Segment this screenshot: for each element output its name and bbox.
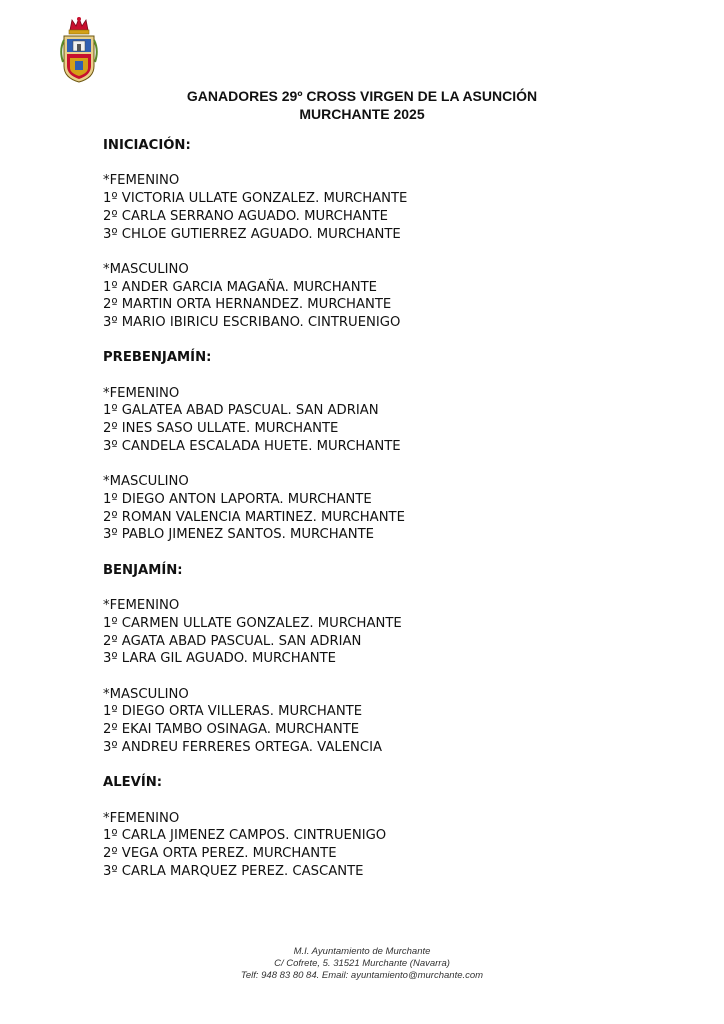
category-section [103, 774, 663, 880]
gender-group [103, 686, 663, 757]
winner-entry: 3º CANDELA ESCALADA HUETE. MURCHANTE [103, 438, 401, 454]
gender-label: *FEMENINO [103, 173, 180, 189]
gender-group [103, 597, 663, 668]
gender-label: *MASCULINO [103, 261, 189, 277]
winner-entry: 1º CARLA JIMENEZ CAMPOS. CINTRUENIGO [103, 828, 387, 844]
winner-entry: 1º CARMEN ULLATE GONZALEZ. MURCHANTE [103, 615, 402, 631]
category-section [103, 562, 663, 757]
gender-label: *MASCULINO [103, 474, 189, 490]
winner-entry: 3º MARIO IBIRICU ESCRIBANO. CINTRUENIGO [103, 315, 401, 330]
winner-entry: 2º MARTIN ORTA HERNANDEZ. MURCHANTE [103, 297, 392, 313]
document-title [0, 87, 724, 123]
category-section [103, 349, 663, 544]
winner-entry: 2º EKAI TAMBO OSINAGA. MURCHANTE [103, 722, 360, 738]
winner-entry: 1º DIEGO ANTON LAPORTA. MURCHANTE [103, 491, 372, 507]
title-line-1: GANADORES 29º CROSS VIRGEN DE LA ASUNCIÓN [186, 88, 538, 104]
gender-label: *FEMENINO [103, 598, 180, 614]
gender-group [103, 810, 663, 881]
winner-entry: 3º ANDREU FERRERES ORTEGA. VALENCIA [103, 739, 383, 755]
winner-entry: 1º ANDER GARCIA MAGAÑA. MURCHANTE [103, 279, 377, 295]
winner-entry: 1º DIEGO ORTA VILLERAS. MURCHANTE [103, 704, 363, 720]
winner-entry: 3º CARLA MARQUEZ PEREZ. CASCANTE [103, 863, 364, 879]
winner-entry: 2º AGATA ABAD PASCUAL. SAN ADRIAN [103, 633, 362, 649]
page-footer [0, 946, 724, 982]
gender-label: *MASCULINO [103, 686, 189, 702]
winner-entry: 1º VICTORIA ULLATE GONZALEZ. MURCHANTE [103, 191, 408, 207]
gender-group [103, 261, 663, 332]
winner-entry: 3º PABLO JIMENEZ SANTOS. MURCHANTE [103, 527, 374, 543]
category-title: ALEVÍN: [103, 775, 163, 791]
footer-line-2: C/ Cofrete, 5. 31521 Murchante (Navarra) [274, 958, 450, 969]
gender-group [103, 172, 663, 243]
category-title: BENJAMÍN: [103, 562, 183, 578]
winner-entry: 2º CARLA SERRANO AGUADO. MURCHANTE [103, 208, 389, 224]
winners-list [103, 137, 663, 898]
winner-entry: 3º CHLOE GUTIERREZ AGUADO. MURCHANTE [103, 226, 401, 242]
winner-entry: 2º INES SASO ULLATE. MURCHANTE [103, 421, 339, 437]
gender-group [103, 385, 663, 456]
footer-line-1: M.I. Ayuntamiento de Murchante [293, 946, 431, 957]
category-title: INICIACIÓN: [103, 138, 191, 153]
winner-entry: 1º GALATEA ABAD PASCUAL. SAN ADRIAN [103, 403, 379, 419]
winner-entry: 3º LARA GIL AGUADO. MURCHANTE [103, 651, 336, 667]
footer-line-3: Telf: 948 83 80 84. Email: ayuntamiento@murchante.com [240, 970, 484, 981]
winner-entry: 2º VEGA ORTA PEREZ. MURCHANTE [103, 845, 337, 861]
gender-group [103, 473, 663, 544]
coat-of-arms-icon [58, 16, 100, 84]
gender-label: *FEMENINO [103, 385, 180, 401]
gender-label: *FEMENINO [103, 810, 180, 826]
category-section [103, 137, 663, 332]
title-line-2: MURCHANTE 2025 [299, 106, 425, 122]
winner-entry: 2º ROMAN VALENCIA MARTINEZ. MURCHANTE [103, 509, 405, 525]
category-title: PREBENJAMÍN: [103, 350, 212, 366]
